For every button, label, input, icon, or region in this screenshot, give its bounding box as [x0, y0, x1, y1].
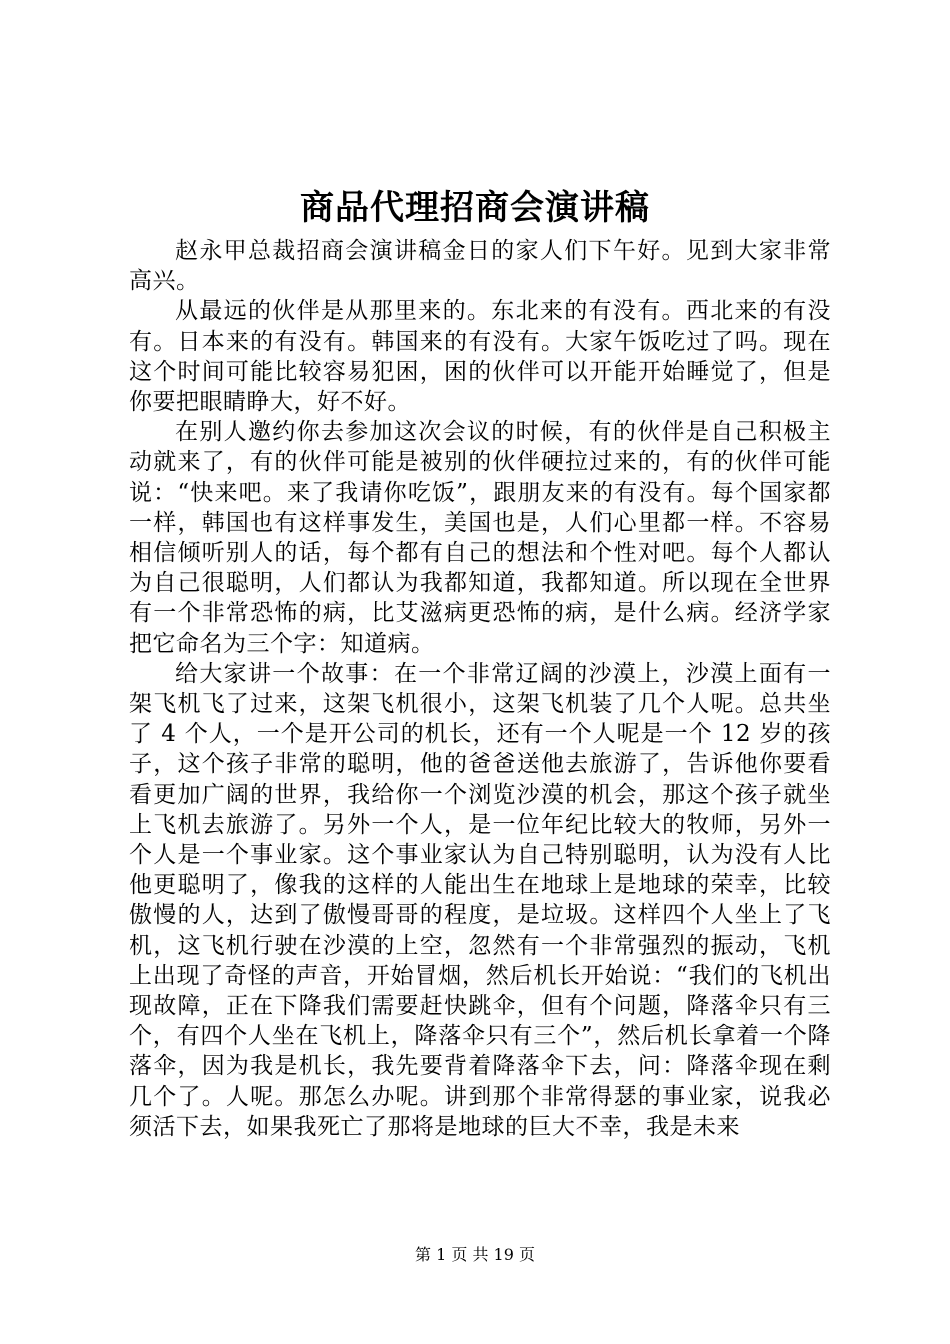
paragraph-2: 从最远的伙伴是从那里来的。东北来的有没有。西北来的有没有。日本来的有没有。韩国来的有没有。大家午饭吃过了吗。现在这个时间可能比较容易犯困，困的伙伴可以开能开始睡觉了，但是你要把眼睛睁大，好不好。 — [129, 298, 831, 416]
paragraph-3: 在别人邀约你去参加这次会议的时候，有的伙伴是自己积极主动就来了，有的伙伴可能是被别的伙伴硬拉过来的，有的伙伴可能说：“快来吧。来了我请你吃饭”，跟朋友来的有没有。每个国家都一样，韩国也有这样事发生，美国也是，人们心里都一样。不容易相信倾听别人的话，每个都有自己的想法和个性对吧。每个人都认为自己很聪明，人们都认为我都知道，我都知道。所以现在全世界有一个非常恐怖的病，比艾滋病更恐怖的病，是什么病。经济学家把它命名为三个字：知道病。 — [129, 419, 831, 657]
paragraph-4: 给大家讲一个故事：在一个非常辽阔的沙漠上，沙漠上面有一架飞机飞了过来，这架飞机很小，这架飞机装了几个人呢。总共坐了 4 个人，一个是开公司的机长，还有一个人呢是一个 12 岁的孩子，这个孩子非常的聪明，他的爸爸送他去旅游了，告诉他你要看看更加广阔的世界，我给你一个浏览沙漠的机会，那这个孩子就坐上飞机去旅游了。另外一个人，是一位年纪比较大的牧师，另外一个人是一个事业家。这个事业家认为自己特别聪明，认为没有人比他更聪明了，像我的这样的人能出生在地球上是地球的荣幸，比较傲慢的人，达到了傲慢哥哥的程度，是垃圾。这样四个人坐上了飞机，这飞机行驶在沙漠的上空，忽然有一个非常强烈的振动，飞机上出现了奇怪的声音，开始冒烟，然后机长开始说：“我们的飞机出现故障，正在下降我们需要赶快跳伞，但有个问题，降落伞只有三个，有四个人坐在飞机上，降落伞只有三个”，然后机长拿着一个降落伞，因为我是机长，我先要背着降落伞下去，问：降落伞现在剩几个了。人呢。那怎么办呢。讲到那个非常得瑟的事业家，说我必须活下去，如果我死亡了那将是地球的巨大不幸，我是未来 — [129, 660, 831, 1140]
document-title: 商品代理招商会演讲稿 — [300, 188, 650, 228]
document-body — [129, 236, 831, 1142]
page-footer: 第 1 页 共 19 页 — [415, 1245, 535, 1264]
paragraph-1: 赵永甲总裁招商会演讲稿金日的家人们下午好。见到大家非常高兴。 — [129, 238, 831, 295]
